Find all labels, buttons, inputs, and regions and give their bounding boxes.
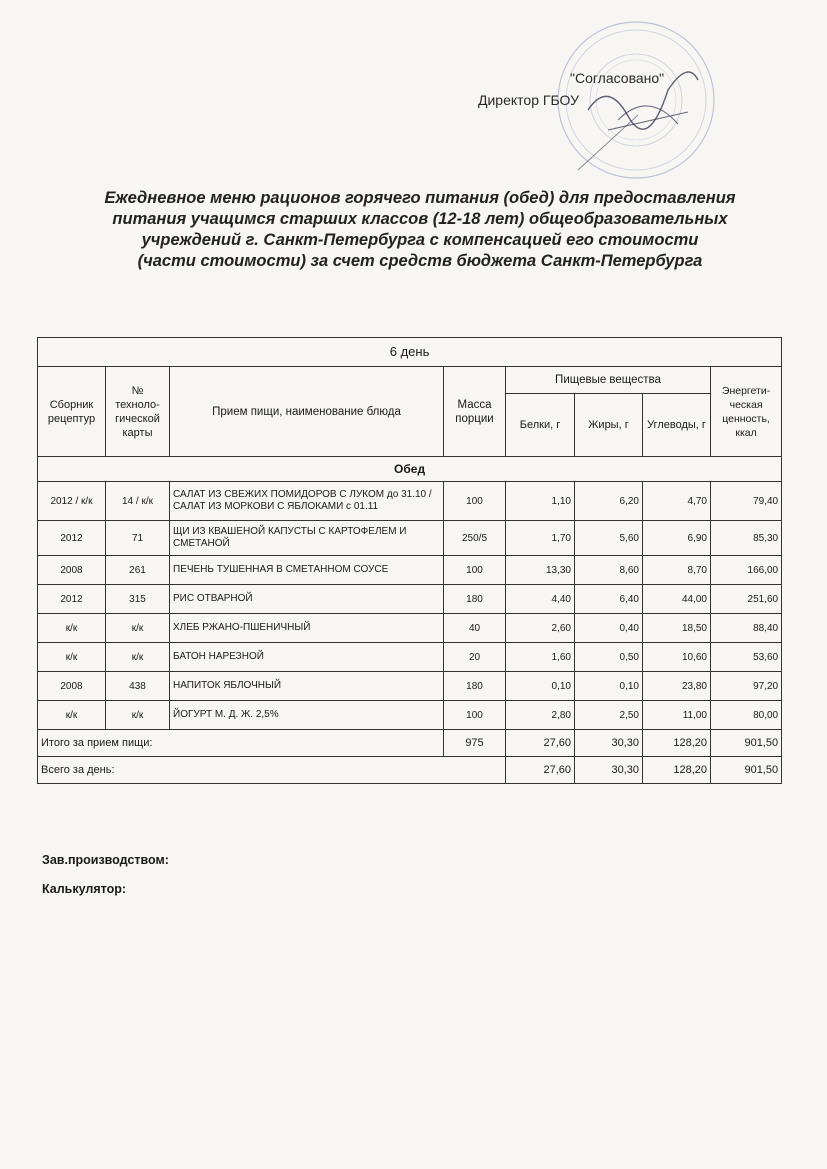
table-row [38, 521, 782, 556]
header-card: № техноло-гической карты [106, 367, 170, 457]
table-row [38, 672, 782, 701]
cell-protein: 0,10 [506, 672, 575, 701]
cell-mass: 250/5 [444, 521, 506, 556]
meal-total-energy: 901,50 [711, 730, 782, 757]
approval-director: Директор ГБОУ [478, 92, 579, 108]
cell-mass: 20 [444, 643, 506, 672]
meal-total-mass: 975 [444, 730, 506, 757]
cell-protein: 2,80 [506, 701, 575, 730]
cell-fat: 0,50 [575, 643, 643, 672]
cell-card: 14 / к/к [106, 482, 170, 521]
cell-dish: ХЛЕБ РЖАНО-ПШЕНИЧНЫЙ [170, 614, 444, 643]
table-row [38, 701, 782, 730]
header-dish: Прием пищи, наименование блюда [170, 367, 444, 457]
cell-energy: 85,30 [711, 521, 782, 556]
menu-table [37, 337, 782, 784]
cell-mass: 180 [444, 585, 506, 614]
day-total-row [38, 757, 782, 784]
cell-carbs: 6,90 [643, 521, 711, 556]
cell-collection: 2012 / к/к [38, 482, 106, 521]
cell-card: 261 [106, 556, 170, 585]
cell-energy: 166,00 [711, 556, 782, 585]
day-total-fat: 30,30 [575, 757, 643, 784]
meal-total-row [38, 730, 782, 757]
cell-fat: 8,60 [575, 556, 643, 585]
cell-protein: 1,70 [506, 521, 575, 556]
cell-carbs: 10,60 [643, 643, 711, 672]
title-line: питания учащимся старших классов (12-18 лет) общеобразовательных [112, 210, 728, 228]
cell-carbs: 44,00 [643, 585, 711, 614]
day-total-carbs: 128,20 [643, 757, 711, 784]
cell-energy: 251,60 [711, 585, 782, 614]
header-carbs: Углеводы, г [643, 394, 711, 457]
meal-total-label: Итого за прием пищи: [38, 730, 444, 757]
cell-dish: БАТОН НАРЕЗНОЙ [170, 643, 444, 672]
cell-card: к/к [106, 614, 170, 643]
cell-card: к/к [106, 701, 170, 730]
title-line: (части стоимости) за счет средств бюджета Санкт-Петербурга [137, 252, 703, 270]
cell-carbs: 4,70 [643, 482, 711, 521]
cell-collection: к/к [38, 614, 106, 643]
cell-energy: 88,40 [711, 614, 782, 643]
cell-energy: 80,00 [711, 701, 782, 730]
cell-dish: ПЕЧЕНЬ ТУШЕННАЯ В СМЕТАННОМ СОУСЕ [170, 556, 444, 585]
title-line: Ежедневное меню рационов горячего питания (обед) для предоставления [104, 189, 736, 207]
header-energy: Энергети-ческая ценность, ккал [711, 367, 782, 457]
cell-fat: 5,60 [575, 521, 643, 556]
cell-mass: 180 [444, 672, 506, 701]
cell-mass: 100 [444, 701, 506, 730]
cell-dish: САЛАТ ИЗ СВЕЖИХ ПОМИДОРОВ С ЛУКОМ до 31.10 / САЛАТ ИЗ МОРКОВИ С ЯБЛОКАМИ с 01.11 [170, 482, 444, 521]
cell-fat: 0,40 [575, 614, 643, 643]
cell-carbs: 18,50 [643, 614, 711, 643]
cell-mass: 100 [444, 556, 506, 585]
cell-dish: НАПИТОК ЯБЛОЧНЫЙ [170, 672, 444, 701]
header-protein: Белки, г [506, 394, 575, 457]
table-row [38, 643, 782, 672]
header-fat: Жиры, г [575, 394, 643, 457]
cell-protein: 4,40 [506, 585, 575, 614]
cell-carbs: 8,70 [643, 556, 711, 585]
approval-agreed: "Согласовано" [570, 70, 665, 86]
day-total-protein: 27,60 [506, 757, 575, 784]
cell-energy: 53,60 [711, 643, 782, 672]
day-total-energy: 901,50 [711, 757, 782, 784]
approval-block [478, 70, 665, 108]
cell-dish: ЩИ ИЗ КВАШЕНОЙ КАПУСТЫ С КАРТОФЕЛЕМ И СМЕТАНОЙ [170, 521, 444, 556]
cell-card: 438 [106, 672, 170, 701]
cell-collection: 2012 [38, 585, 106, 614]
cell-mass: 40 [444, 614, 506, 643]
table-row [38, 482, 782, 521]
title-line: учреждений г. Санкт-Петербурга с компенсацией его стоимости [141, 231, 699, 249]
cell-collection: 2012 [38, 521, 106, 556]
cell-energy: 97,20 [711, 672, 782, 701]
cell-protein: 1,60 [506, 643, 575, 672]
cell-card: 71 [106, 521, 170, 556]
meal-total-protein: 27,60 [506, 730, 575, 757]
day-total-label: Всего за день: [38, 757, 506, 784]
cell-fat: 6,40 [575, 585, 643, 614]
cell-mass: 100 [444, 482, 506, 521]
cell-carbs: 23,80 [643, 672, 711, 701]
table-row [38, 585, 782, 614]
meal-total-carbs: 128,20 [643, 730, 711, 757]
cell-dish: ЙОГУРТ М. Д. Ж. 2,5% [170, 701, 444, 730]
cell-collection: 2008 [38, 672, 106, 701]
cell-protein: 2,60 [506, 614, 575, 643]
header-collection: Сборник рецептур [38, 367, 106, 457]
cell-collection: к/к [38, 701, 106, 730]
cell-dish: РИС ОТВАРНОЙ [170, 585, 444, 614]
cell-fat: 6,20 [575, 482, 643, 521]
meal-total-fat: 30,30 [575, 730, 643, 757]
cell-fat: 0,10 [575, 672, 643, 701]
section-header: Обед [38, 457, 782, 482]
cell-card: к/к [106, 643, 170, 672]
footer-production-head: Зав.производством: [42, 853, 169, 867]
cell-collection: к/к [38, 643, 106, 672]
table-row [38, 556, 782, 585]
header-mass: Масса порции [444, 367, 506, 457]
cell-protein: 1,10 [506, 482, 575, 521]
cell-collection: 2008 [38, 556, 106, 585]
cell-carbs: 11,00 [643, 701, 711, 730]
footer-calculator: Калькулятор: [42, 882, 127, 896]
document-title [60, 188, 780, 272]
cell-card: 315 [106, 585, 170, 614]
cell-protein: 13,30 [506, 556, 575, 585]
day-header: 6 день [38, 338, 782, 367]
cell-energy: 79,40 [711, 482, 782, 521]
header-nutrients: Пищевые вещества [506, 367, 711, 394]
cell-fat: 2,50 [575, 701, 643, 730]
table-row [38, 614, 782, 643]
